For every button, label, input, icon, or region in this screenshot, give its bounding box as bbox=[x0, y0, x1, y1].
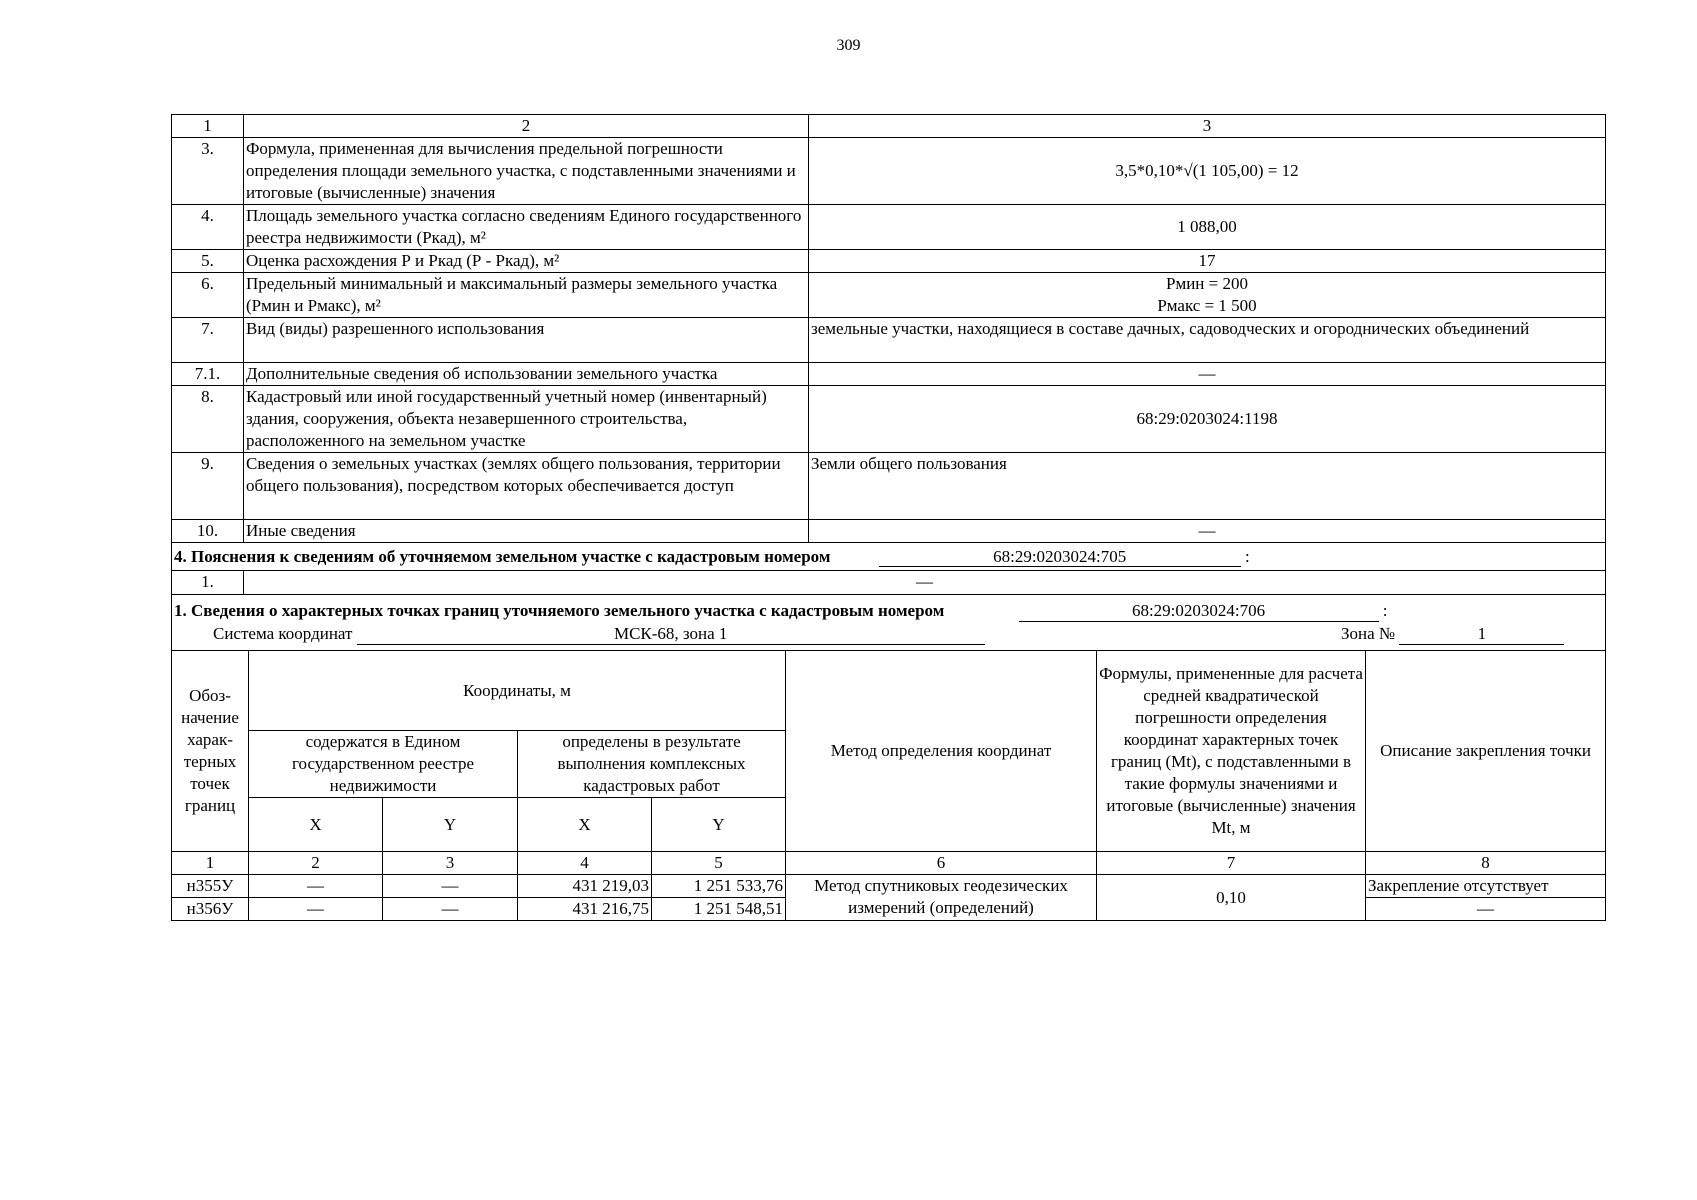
point-y-egrn: — bbox=[383, 875, 518, 898]
row-value: 17 bbox=[809, 250, 1606, 273]
table-header-row bbox=[172, 115, 1606, 138]
section-1-header bbox=[172, 595, 1606, 651]
method-header: Метод определения координат bbox=[786, 651, 1097, 852]
egrn-coordinates-header: содержатся в Едином государственном реестре недвижимости bbox=[249, 731, 518, 798]
table-row bbox=[172, 363, 1606, 386]
section-1-title-cell bbox=[172, 595, 1606, 651]
point-x: 431 219,03 bbox=[518, 875, 652, 898]
points-header-row bbox=[172, 651, 1606, 731]
method-value: Метод спутниковых геодезических измерений (определений) bbox=[786, 875, 1097, 921]
column-number: 8 bbox=[1366, 852, 1606, 875]
mt-value: 0,10 bbox=[1097, 875, 1366, 921]
column-number: 6 bbox=[786, 852, 1097, 875]
row-number: 3. bbox=[172, 138, 244, 205]
row-number: 7. bbox=[172, 318, 244, 363]
row-value: 3,5*0,10*√(1 105,00) = 12 bbox=[809, 138, 1606, 205]
row-value: 1 088,00 bbox=[809, 205, 1606, 250]
section-4-table bbox=[171, 542, 1606, 595]
fixing-header: Описание закрепления точки bbox=[1366, 651, 1606, 852]
coord-system-label: Система координат bbox=[213, 624, 353, 643]
row-number: 9. bbox=[172, 453, 244, 520]
column-number: 7 bbox=[1097, 852, 1366, 875]
column-numbers-row bbox=[172, 852, 1606, 875]
designation-header: Обоз-начение харак-терных точек границ bbox=[172, 651, 249, 852]
point-x-egrn: — bbox=[249, 898, 383, 921]
table-row bbox=[172, 520, 1606, 543]
section-1-title: 1. Сведения о характерных точках границ уточняемого земельного участка с кадастровым номером bbox=[174, 601, 945, 621]
section-4-header bbox=[172, 543, 1606, 571]
row-label: Вид (виды) разрешенного использования bbox=[244, 318, 809, 363]
row-value: 68:29:0203024:1198 bbox=[809, 386, 1606, 453]
x-egrn-header: X bbox=[249, 798, 383, 852]
section-4-title-cell bbox=[172, 543, 1606, 571]
row-label: Формула, примененная для вычисления предельной погрешности определения площади земельного участка, с подставленными значениями и итоговые (вычисленные) значения bbox=[244, 138, 809, 205]
table-row bbox=[172, 386, 1606, 453]
table-row bbox=[172, 138, 1606, 205]
row-value bbox=[809, 273, 1606, 318]
point-fixing: Закрепление отсутствует bbox=[1366, 875, 1606, 898]
row-label: Предельный минимальный и максимальный размеры земельного участка (Рмин и Рмакс), м² bbox=[244, 273, 809, 318]
parcel-details-table bbox=[171, 114, 1606, 543]
point-y: 1 251 548,51 bbox=[652, 898, 786, 921]
point-x: 431 216,75 bbox=[518, 898, 652, 921]
table-row bbox=[172, 453, 1606, 520]
section-1-colon: : bbox=[1382, 601, 1388, 621]
column-number: 4 bbox=[518, 852, 652, 875]
points-table bbox=[171, 594, 1606, 921]
column-number: 2 bbox=[249, 852, 383, 875]
formula-header: Формулы, примененные для расчета средней квадратической погрешности определения координат характерных точек границ (Mt), с подставленными в такие формулы значениями и итоговые (вычисленные) значения Mt, м bbox=[1097, 651, 1366, 852]
row-label: Иные сведения bbox=[244, 520, 809, 543]
table-row bbox=[172, 205, 1606, 250]
header-cell: 3 bbox=[809, 115, 1606, 138]
point-y: 1 251 533,76 bbox=[652, 875, 786, 898]
coord-system-value: МСК-68, зона 1 bbox=[357, 624, 985, 645]
row-value: — bbox=[809, 520, 1606, 543]
row-number: 5. bbox=[172, 250, 244, 273]
row-label: Сведения о земельных участках (землях общего пользования, территории общего пользования), посредством которых обеспечивается доступ bbox=[244, 453, 809, 520]
row-label: Оценка расхождения Р и Ркад (Р - Ркад), м² bbox=[244, 250, 809, 273]
section-4-cadastral-number: 68:29:0203024:705 bbox=[879, 547, 1241, 568]
point-y-egrn: — bbox=[383, 898, 518, 921]
row-label: Дополнительные сведения об использовании земельного участка bbox=[244, 363, 809, 386]
table-row bbox=[172, 875, 1606, 898]
table-row bbox=[172, 571, 1606, 595]
point-id: н355У bbox=[172, 875, 249, 898]
y-egrn-header: Y bbox=[383, 798, 518, 852]
coordinates-header: Координаты, м bbox=[249, 651, 786, 731]
min-size-value: Рмин = 200 bbox=[1166, 274, 1248, 293]
header-cell: 2 bbox=[244, 115, 809, 138]
complex-works-coordinates-header: определены в результате выполнения комплексных кадастровых работ bbox=[518, 731, 786, 798]
section-4-colon: : bbox=[1244, 546, 1250, 566]
column-number: 1 bbox=[172, 852, 249, 875]
row-value: земельные участки, находящиеся в составе дачных, садоводческих и огороднических объединений bbox=[809, 318, 1606, 363]
row-label: Кадастровый или иной государственный учетный номер (инвентарный) здания, сооружения, объекта незавершенного строительства, расположенного на земельном участке bbox=[244, 386, 809, 453]
max-size-value: Рмакс = 1 500 bbox=[1157, 295, 1257, 315]
row-number: 8. bbox=[172, 386, 244, 453]
column-number: 5 bbox=[652, 852, 786, 875]
document-sheet bbox=[171, 114, 1605, 921]
table-row bbox=[172, 250, 1606, 273]
row-number: 7.1. bbox=[172, 363, 244, 386]
point-fixing: — bbox=[1366, 898, 1606, 921]
row-number: 4. bbox=[172, 205, 244, 250]
point-id: н356У bbox=[172, 898, 249, 921]
point-x-egrn: — bbox=[249, 875, 383, 898]
table-row bbox=[172, 318, 1606, 363]
section-1-cadastral-number: 68:29:0203024:706 bbox=[1019, 601, 1379, 622]
header-cell: 1 bbox=[172, 115, 244, 138]
table-row bbox=[172, 273, 1606, 318]
column-number: 3 bbox=[383, 852, 518, 875]
row-number: 10. bbox=[172, 520, 244, 543]
y-complex-header: Y bbox=[652, 798, 786, 852]
row-value: Земли общего пользования bbox=[809, 453, 1606, 520]
row-label: Площадь земельного участка согласно сведениям Единого государственного реестра недвижимости (Ркад), м² bbox=[244, 205, 809, 250]
row-number: 6. bbox=[172, 273, 244, 318]
x-complex-header: X bbox=[518, 798, 652, 852]
zone-value: 1 bbox=[1399, 624, 1564, 645]
zone-label: Зона № bbox=[1340, 624, 1396, 643]
section-4-title: 4. Пояснения к сведениям об уточняемом земельном участке с кадастровым номером bbox=[174, 546, 831, 566]
row-value: — bbox=[809, 363, 1606, 386]
row-value: — bbox=[244, 571, 1606, 595]
row-number: 1. bbox=[172, 571, 244, 595]
page-number: 309 bbox=[836, 37, 861, 54]
